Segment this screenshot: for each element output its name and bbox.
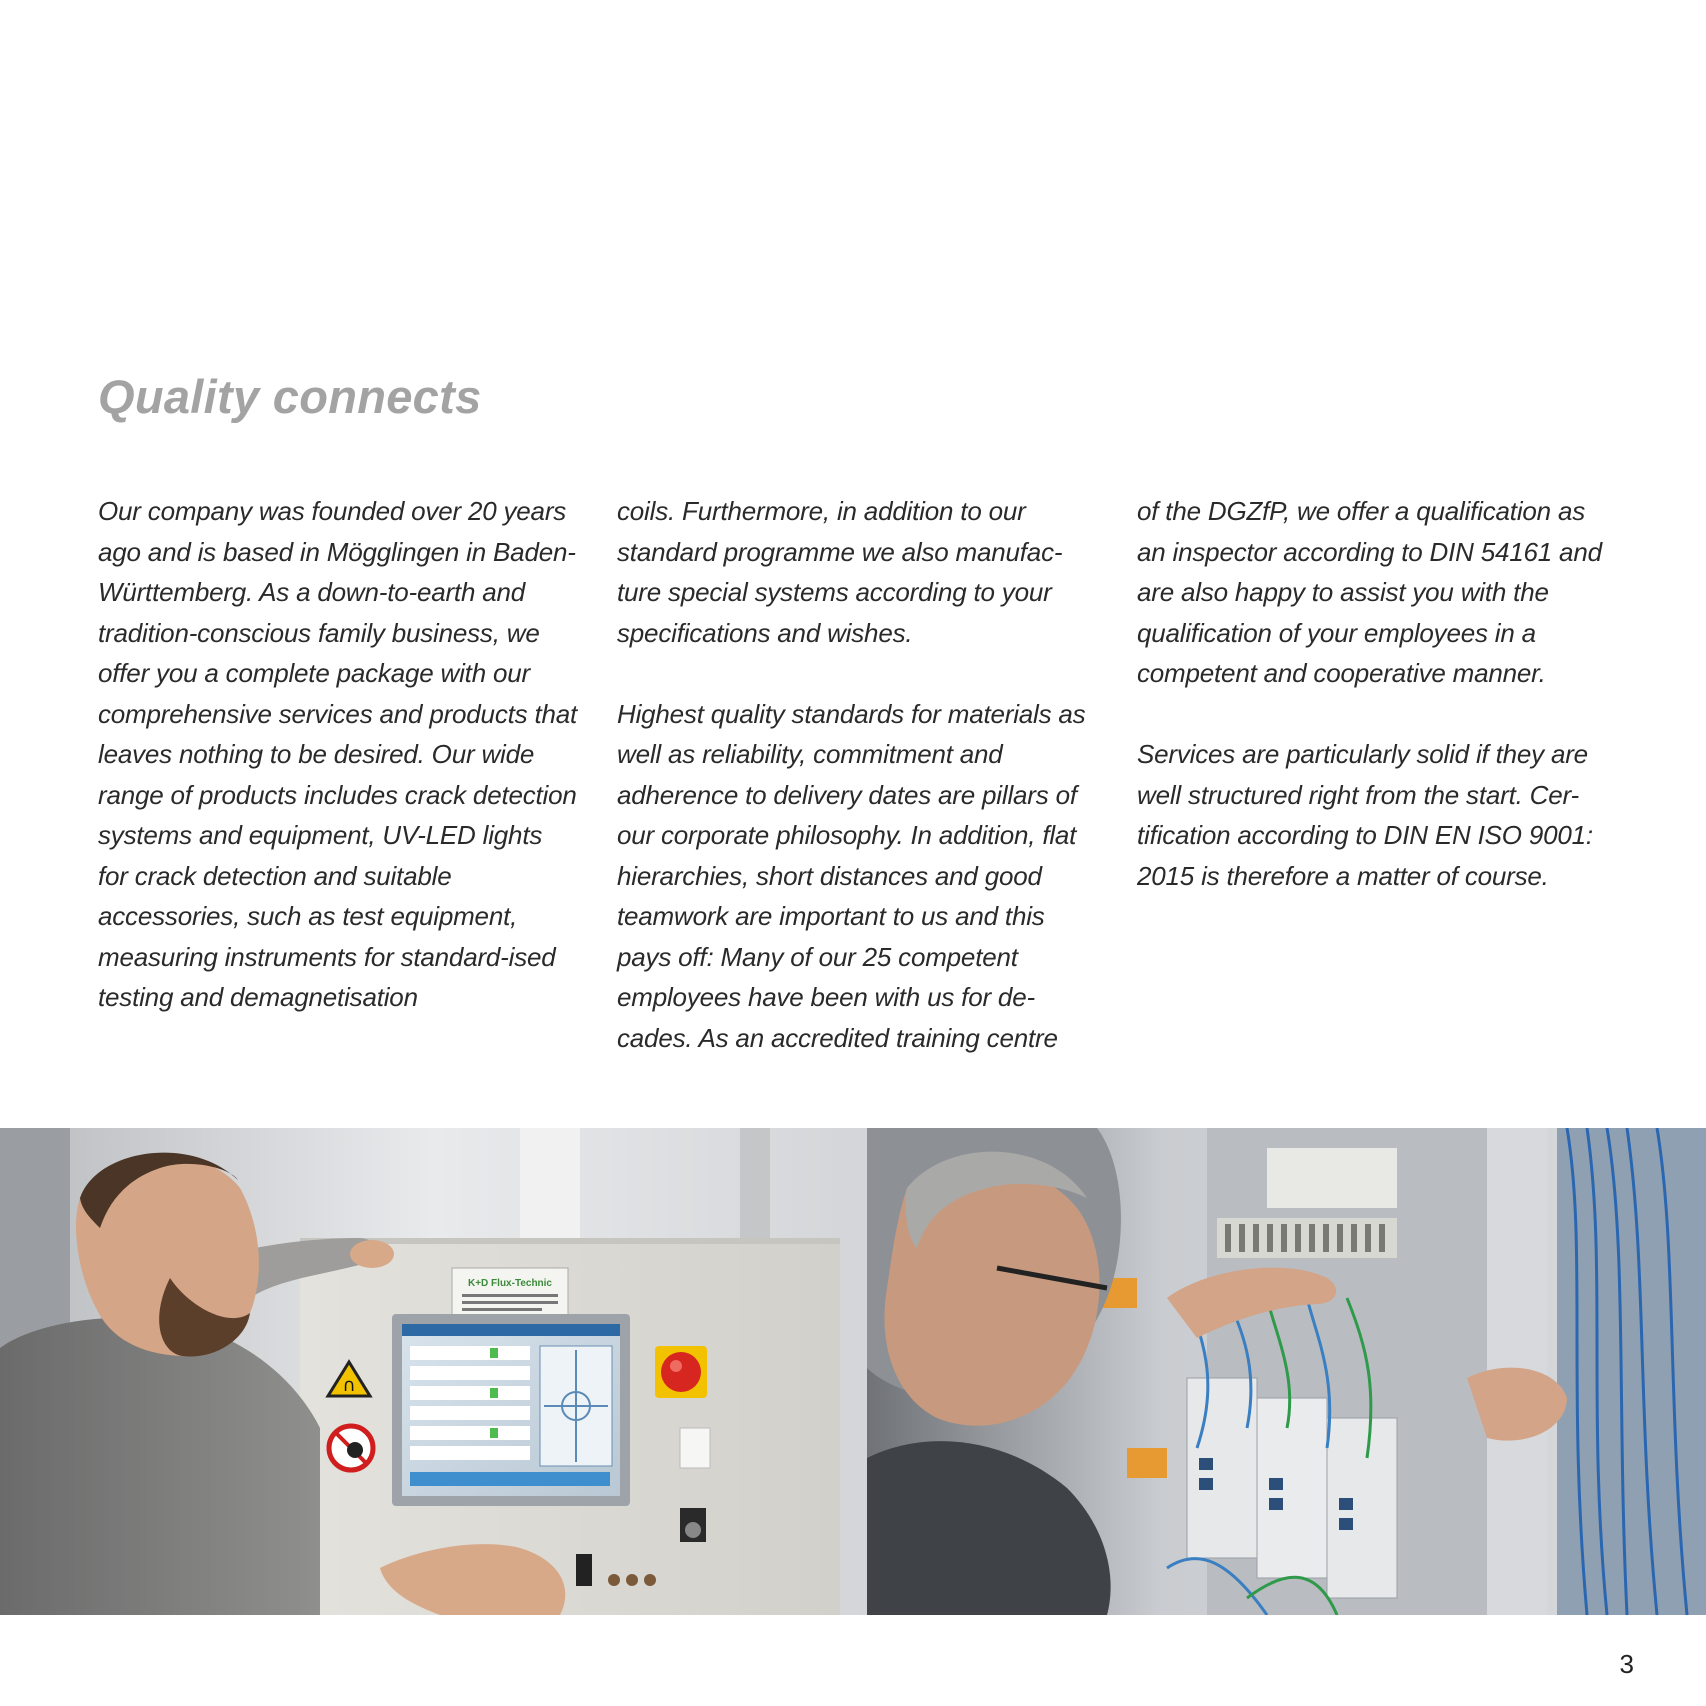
paragraph: coils. Furthermore, in addition to our standard programme we also manufac-ture special systems according to your specifications and wishes.: [617, 496, 1063, 648]
prohibition-sign-icon: [329, 1426, 373, 1470]
key-switch-icon: [680, 1508, 706, 1542]
page-heading: Quality connects: [98, 370, 482, 423]
text-column-2: [617, 491, 1097, 1058]
paragraph: of the DGZfP, we offer a qualification as an inspector according to DIN 54161 and are also happy to assist you with the qualification of your employees in a competent and cooperative manner.: [1137, 496, 1602, 688]
hmi-touchscreen: [392, 1314, 630, 1506]
svg-text:∩: ∩: [342, 1375, 356, 1396]
plate-label: K+D Flux-Technic: [468, 1278, 552, 1289]
paragraph: Our company was founded over 20 years ago and is based in Mögglingen in Baden-Württemberg. As a down-to-earth and tradition-conscious family business, we offer you a complete package with our comprehensive services and products that leaves nothing to be desired. Our wide range of products includes crack detection systems and equipment, UV-LED lights for crack detection and suitable accessories, such as test equipment, measuring instruments for standard-ised testing and demagnetisation: [98, 496, 578, 1012]
page-number: 3: [1619, 1649, 1634, 1679]
warning-label-icon: [1127, 1448, 1167, 1478]
text-column-1: [98, 491, 578, 1018]
photo-control-panel-operator: [0, 1128, 867, 1615]
terminal-blocks: [1267, 1148, 1397, 1208]
text-column-3: [1137, 491, 1617, 896]
paragraph: Services are particularly solid if they are well structured right from the start. Cer-tification according to DIN EN ISO 9001: 2015 is therefore a matter of course.: [1137, 739, 1593, 891]
emergency-stop-icon: [655, 1346, 707, 1398]
paragraph: Highest quality standards for materials as well as reliability, commitment and adherence to delivery dates are pillars of our corporate philosophy. In addition, flat hierarchies, short distances and good teamwork are important to us and this pays off: Many of our 25 competent employees have been with us for de-cades. As an accredited training centre: [617, 698, 1086, 1053]
manufacturer-plate: [452, 1268, 568, 1316]
photo-cabinet-wiring: [867, 1128, 1706, 1615]
